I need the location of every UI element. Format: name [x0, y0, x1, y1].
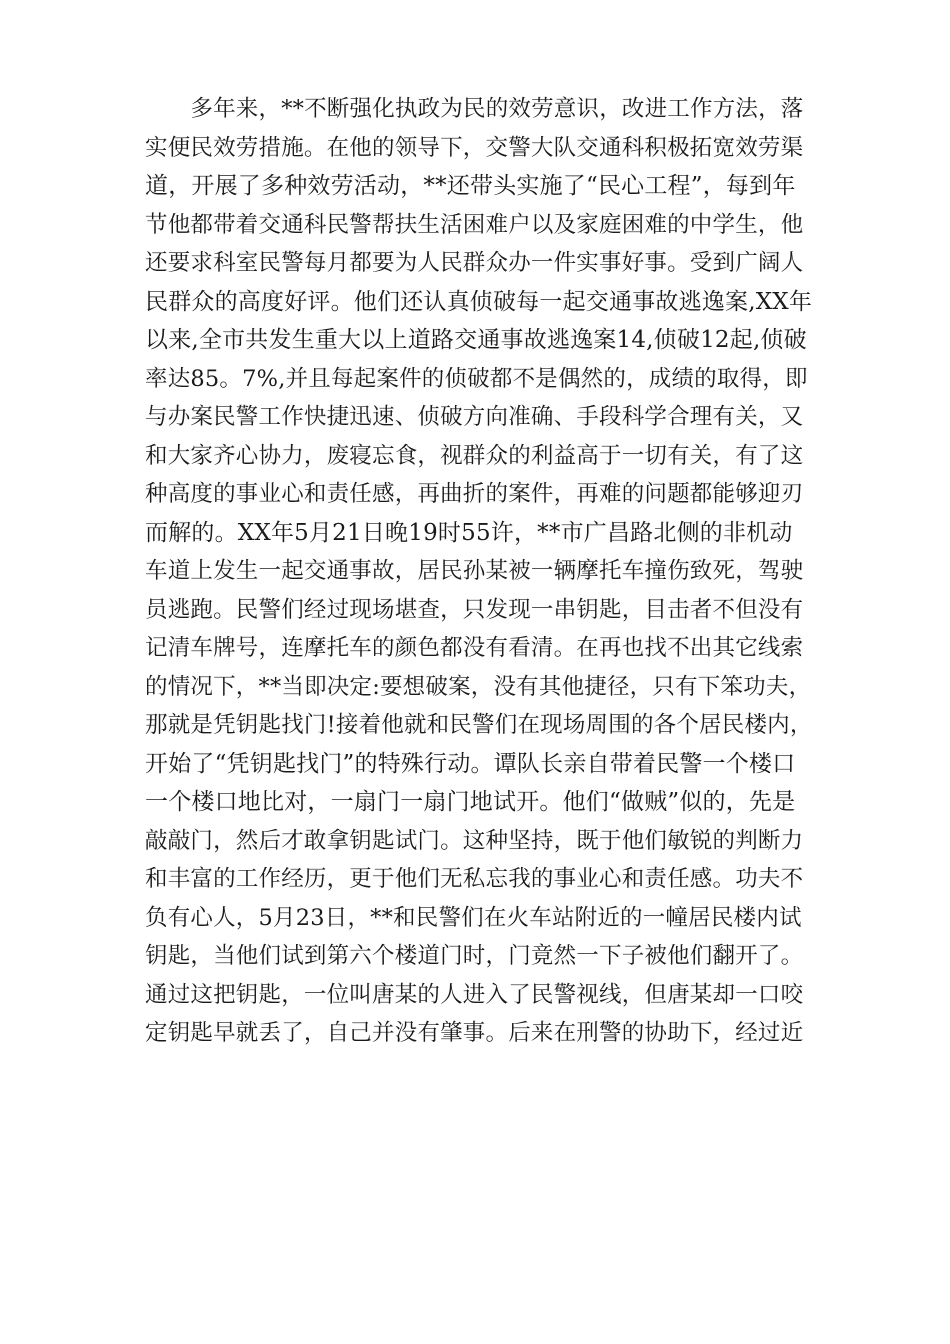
- text-line: 钥匙，当他们试到第六个楼道门时，门竟然一下子被他们翻开了。: [145, 943, 804, 969]
- text-line: 和丰富的工作经历，更于他们无私忘我的事业心和责任感。功夫不: [145, 866, 804, 892]
- text-line: 率达85。7%,并且每起案件的侦破都不是偶然的，成绩的取得，即: [145, 365, 808, 392]
- text-line: 通过这把钥匙，一位叫唐某的人进入了民警视线，但唐某却一口咬: [145, 981, 804, 1008]
- text-line: 还要求科室民警每月都要为人民群众办一件实事好事。受到广阔人: [145, 250, 804, 276]
- text-line: 道，开展了多种效劳活动，**还带头实施了“民心工程”，每到年: [145, 173, 796, 199]
- text-line: 而解的。XX年5月21日晚19时55许，**市广昌路北侧的非机动: [145, 519, 793, 546]
- text-line: 一个楼口地比对，一扇门一扇门地试开。他们“做贼”似的，先是: [145, 789, 796, 815]
- text-line: 记清车牌号，连摩托车的颜色都没有看清。在再也找不出其它线索: [145, 635, 804, 661]
- text-line: 负有心人，5月23日，**和民警们在火车站附近的一幢居民楼内试: [145, 904, 802, 931]
- text-line: 那就是凭钥匙找门!接着他就和民警们在现场周围的各个居民楼内，: [145, 712, 813, 738]
- text-line: 定钥匙早就丢了，自己并没有肇事。后来在刑警的协助下，经过近: [145, 1020, 804, 1046]
- text-line: 开始了“凭钥匙找门”的特殊行动。谭队长亲自带着民警一个楼口: [145, 750, 796, 777]
- text-line: 种高度的事业心和责任感，再曲折的案件，再难的问题都能够迎刃: [145, 481, 804, 507]
- text-line: 节他都带着交通科民警帮扶生活困难户以及家庭困难的中学生，他: [145, 211, 804, 238]
- text-line: 车道上发生一起交通事故，居民孙某被一辆摩托车撞伤致死，驾驶: [145, 558, 804, 584]
- text-line: 敲敲门，然后才敢拿钥匙试门。这种坚持，既于他们敏锐的判断力: [145, 827, 804, 854]
- text-line: 多年来，**不断强化执政为民的效劳意识，改进工作方法，落: [145, 96, 804, 122]
- text-line: 员逃跑。民警们经过现场堪查，只发现一串钥匙，目击者不但没有: [145, 596, 804, 623]
- text-line: 和大家齐心协力，废寝忘食，视群众的利益高于一切有关，有了这: [145, 442, 804, 469]
- body-paragraph: [145, 90, 815, 1053]
- text-line: 的情况下，**当即决定:要想破案，没有其他捷径，只有下笨功夫，: [145, 673, 812, 700]
- text-line: 实便民效劳措施。在他的领导下，交警大队交通科积极拓宽效劳渠: [145, 134, 804, 161]
- text-line: 以来,全市共发生重大以上道路交通事故逃逸案14,侦破12起,侦破: [145, 327, 807, 353]
- text-line: 民群众的高度好评。他们还认真侦破每一起交通事故逃逸案,XX年: [145, 288, 813, 315]
- text-line: 与办案民警工作快捷迅速、侦破方向准确、手段科学合理有关，又: [145, 404, 804, 430]
